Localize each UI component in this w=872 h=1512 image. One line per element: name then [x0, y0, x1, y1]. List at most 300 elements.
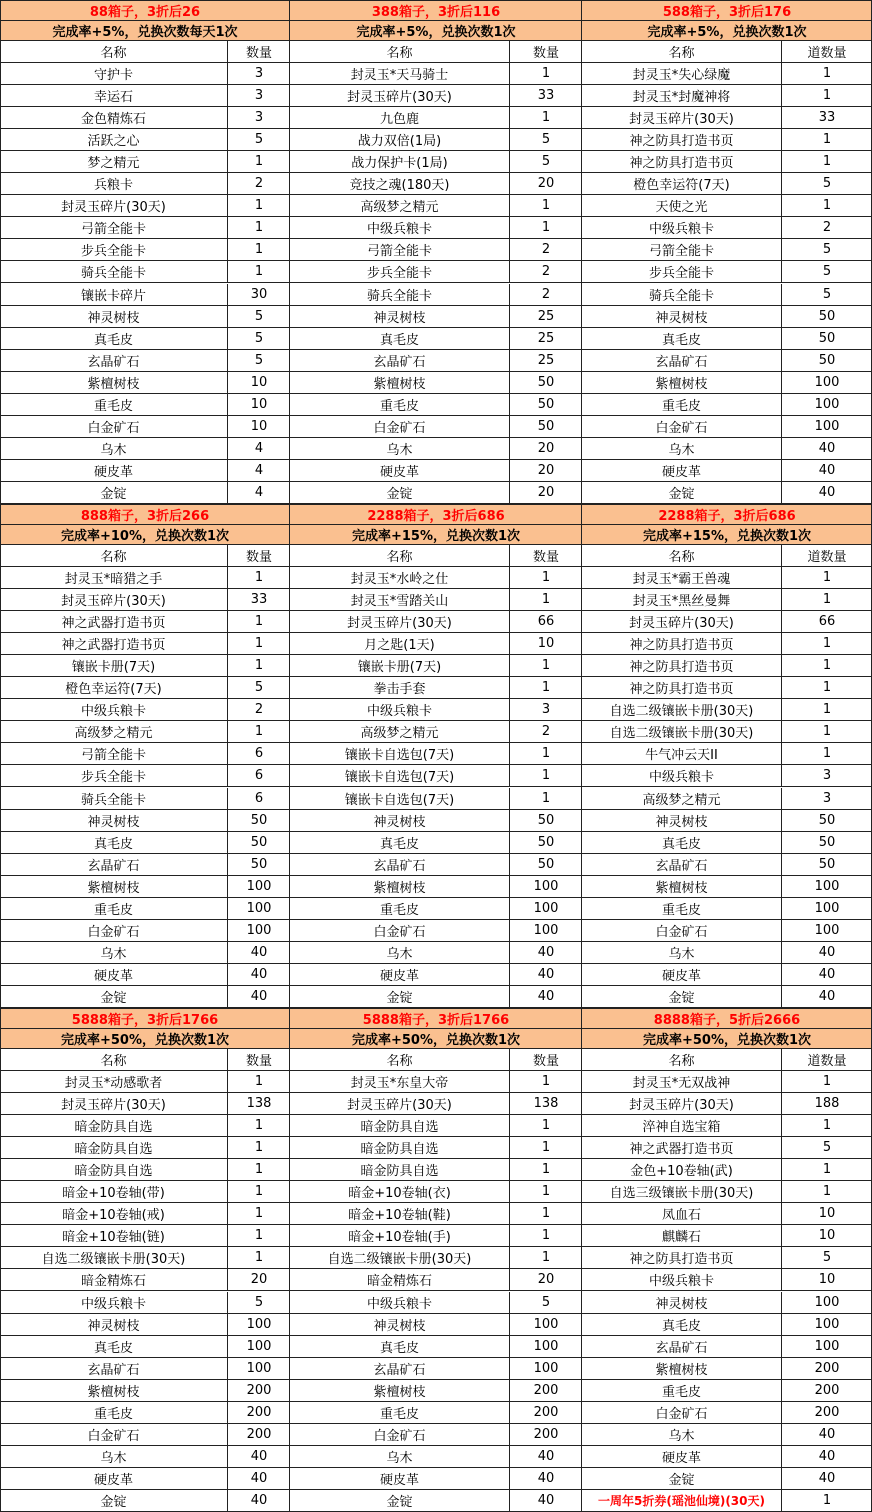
item-name: 淬神自选宝箱 [582, 1115, 782, 1136]
block-subtitle [582, 1029, 872, 1049]
header-qty: 道数量 [807, 1054, 847, 1069]
item-name: 玄晶矿石 [0, 854, 228, 875]
item-qty: 1 [541, 1206, 551, 1222]
item-name: 九色鹿 [290, 107, 510, 128]
item-name: 橙色幸运符(7天) [582, 173, 782, 194]
table-row [582, 942, 872, 964]
table-row [0, 655, 290, 677]
block-title-text: 88箱子，3折后26 [89, 4, 201, 20]
item-qty: 5 [822, 286, 832, 302]
table-row [0, 1071, 290, 1093]
item-name: 硬皮革 [582, 460, 782, 481]
table-row [0, 898, 290, 920]
item-qty: 5 [254, 352, 264, 368]
reward-block [582, 0, 872, 504]
item-qty: 1 [822, 570, 832, 586]
item-qty: 33 [818, 110, 836, 126]
table-row [290, 328, 582, 350]
item-qty: 5 [541, 132, 551, 148]
table-row [290, 107, 582, 129]
item-qty: 1 [822, 702, 832, 718]
table-row [0, 217, 290, 239]
block-subtitle-text: 完成率+5%，兑换次数每天1次 [52, 25, 238, 40]
header-name: 名称 [290, 545, 510, 566]
item-name: 镶嵌卡自选包(7天) [290, 788, 510, 809]
item-name: 重毛皮 [582, 1380, 782, 1401]
block-title-text: 388箱子，3折后116 [371, 4, 501, 20]
grid-horizontal-line [0, 0, 872, 1]
block-subtitle-text: 完成率+50%，兑换次数1次 [351, 1033, 521, 1048]
item-qty: 2 [541, 724, 551, 740]
table-row [0, 810, 290, 832]
item-qty: 2 [254, 176, 264, 192]
table-row [0, 633, 290, 655]
item-name: 神之防具打造书页 [582, 129, 782, 150]
item-name: 白金矿石 [290, 1424, 510, 1445]
item-name: 真毛皮 [582, 1314, 782, 1335]
item-name: 白金矿石 [582, 920, 782, 941]
item-qty: 100 [246, 1338, 272, 1354]
table-row [290, 1468, 582, 1490]
table-row [582, 438, 872, 460]
item-name: 重毛皮 [0, 1402, 228, 1423]
item-name: 暗金精炼石 [290, 1269, 510, 1290]
item-qty: 1 [822, 1162, 832, 1178]
table-row [582, 482, 872, 504]
table-row [0, 261, 290, 283]
table-row [0, 765, 290, 787]
item-name: 神灵树枝 [582, 1292, 782, 1313]
item-qty: 1 [254, 1206, 264, 1222]
item-name: 紫檀树枝 [0, 372, 228, 393]
item-qty: 1 [254, 1162, 264, 1178]
item-qty: 100 [814, 900, 840, 916]
table-row [0, 1225, 290, 1247]
table-row [0, 173, 290, 195]
item-name: 战力保护卡(1局) [290, 151, 510, 172]
table-row [290, 350, 582, 372]
table-row [582, 151, 872, 173]
item-name: 中级兵粮卡 [582, 765, 782, 786]
table-row [582, 677, 872, 699]
item-name: 天使之光 [582, 195, 782, 216]
item-qty: 100 [246, 922, 272, 938]
item-name: 真毛皮 [0, 328, 228, 349]
item-name: 白金矿石 [290, 416, 510, 437]
table-row [582, 107, 872, 129]
item-qty: 200 [246, 1404, 272, 1420]
block-subtitle-text: 完成率+15%，兑换次数1次 [642, 529, 812, 544]
item-qty: 6 [254, 746, 264, 762]
table-row [0, 589, 290, 611]
item-qty: 1 [822, 680, 832, 696]
table-row [290, 284, 582, 306]
table-row [0, 1115, 290, 1137]
table-row [582, 129, 872, 151]
item-qty: 25 [537, 352, 555, 368]
item-name: 暗金防具自选 [290, 1137, 510, 1158]
item-qty: 138 [533, 1096, 559, 1112]
table-row [582, 1181, 872, 1203]
item-qty: 40 [818, 484, 836, 500]
table-row [0, 239, 290, 261]
table-row [0, 942, 290, 964]
block-title [0, 0, 290, 21]
item-name: 神灵树枝 [0, 306, 228, 327]
table-row [290, 1159, 582, 1181]
table-row [290, 195, 582, 217]
item-name: 镶嵌卡自选包(7天) [290, 765, 510, 786]
item-qty: 1 [541, 790, 551, 806]
item-qty: 1 [822, 636, 832, 652]
table-row [582, 633, 872, 655]
block-title [582, 1008, 872, 1029]
item-qty: 1 [541, 1184, 551, 1200]
item-qty: 5 [541, 1294, 551, 1310]
table-row [290, 173, 582, 195]
table-row [582, 195, 872, 217]
block-title [290, 504, 582, 525]
item-name: 金锭 [0, 482, 228, 503]
item-name: 封灵玉碎片(30天) [0, 195, 228, 216]
table-row [0, 350, 290, 372]
table-row [0, 328, 290, 350]
item-qty: 66 [537, 614, 555, 630]
item-qty: 50 [250, 856, 268, 872]
item-name: 战力双倍(1局) [290, 129, 510, 150]
item-qty: 40 [250, 988, 268, 1004]
table-row [582, 788, 872, 810]
table-row [582, 416, 872, 438]
table-row [290, 1115, 582, 1137]
item-qty: 100 [533, 1338, 559, 1354]
item-qty: 5 [254, 1294, 264, 1310]
table-row [290, 832, 582, 854]
item-qty: 1 [541, 746, 551, 762]
item-name: 神灵树枝 [290, 1314, 510, 1335]
item-name: 乌木 [0, 438, 228, 459]
table-row [290, 1424, 582, 1446]
item-name: 玄晶矿石 [0, 350, 228, 371]
item-name: 中级兵粮卡 [0, 699, 228, 720]
table-row [290, 1358, 582, 1380]
item-name: 封灵玉*水岭之仕 [290, 567, 510, 588]
block-title [290, 1008, 582, 1029]
item-qty: 4 [254, 462, 264, 478]
item-name: 神之防具打造书页 [582, 677, 782, 698]
item-name: 玄晶矿石 [582, 1336, 782, 1357]
item-qty: 50 [537, 418, 555, 434]
item-qty: 3 [254, 110, 264, 126]
item-qty: 10 [250, 418, 268, 434]
item-name: 暗金防具自选 [290, 1159, 510, 1180]
table-row [290, 964, 582, 986]
block-title [290, 0, 582, 21]
item-name: 神之武器打造书页 [582, 1137, 782, 1158]
block-title-text: 2288箱子，3折后686 [367, 508, 505, 524]
table-row [0, 394, 290, 416]
table-row [582, 986, 872, 1008]
item-name: 暗金防具自选 [290, 1115, 510, 1136]
item-name: 乌木 [290, 942, 510, 963]
grid-horizontal-line [0, 1008, 872, 1009]
table-row [290, 699, 582, 721]
table-row [290, 788, 582, 810]
table-row [290, 1137, 582, 1159]
item-qty: 1 [822, 154, 832, 170]
table-row [290, 898, 582, 920]
table-row [0, 677, 290, 699]
table-row [582, 1071, 872, 1093]
item-name: 紫檀树枝 [0, 1380, 228, 1401]
table-row [582, 239, 872, 261]
table-row [290, 1247, 582, 1269]
table-row [0, 306, 290, 328]
table-row [290, 1181, 582, 1203]
item-name: 硬皮革 [0, 964, 228, 985]
item-name: 镶嵌卡册(7天) [290, 655, 510, 676]
item-qty: 3 [254, 66, 264, 82]
item-name: 自选二级镶嵌卡册(30天) [582, 721, 782, 742]
item-name: 硬皮革 [290, 964, 510, 985]
reward-block [290, 1008, 582, 1512]
table-row [0, 699, 290, 721]
column-header [290, 1049, 582, 1071]
item-name: 玄晶矿石 [290, 350, 510, 371]
table-row [290, 306, 582, 328]
item-qty: 1 [254, 614, 264, 630]
table-row [0, 788, 290, 810]
item-qty: 100 [814, 1338, 840, 1354]
table-row [582, 1490, 872, 1512]
item-name: 紫檀树枝 [582, 372, 782, 393]
item-qty: 6 [254, 768, 264, 784]
table-row [582, 920, 872, 942]
item-qty: 1 [254, 1184, 264, 1200]
item-qty: 1 [822, 88, 832, 104]
item-name: 镶嵌卡碎片 [0, 284, 228, 305]
item-qty: 1 [822, 132, 832, 148]
block-subtitle [290, 21, 582, 41]
item-name: 真毛皮 [0, 832, 228, 853]
item-qty: 200 [814, 1382, 840, 1398]
item-name: 紫檀树枝 [290, 1380, 510, 1401]
item-name: 紫檀树枝 [0, 876, 228, 897]
item-name: 暗金精炼石 [0, 1269, 228, 1290]
header-qty: 数量 [245, 550, 272, 565]
item-name: 镶嵌卡册(7天) [0, 655, 228, 676]
table-row [290, 655, 582, 677]
item-qty: 1 [541, 768, 551, 784]
table-row [290, 567, 582, 589]
column-header [0, 545, 290, 567]
item-name: 暗金+10卷轴(手) [290, 1225, 510, 1246]
item-qty: 1 [254, 198, 264, 214]
item-name: 自选三级镶嵌卡册(30天) [582, 1181, 782, 1202]
table-row [582, 328, 872, 350]
item-qty: 1 [254, 570, 264, 586]
item-name: 封灵玉*失心绿魔 [582, 63, 782, 84]
item-qty: 50 [818, 330, 836, 346]
table-row [290, 239, 582, 261]
item-name: 神灵树枝 [582, 306, 782, 327]
block-subtitle [0, 525, 290, 545]
table-row [0, 1181, 290, 1203]
table-row [0, 107, 290, 129]
table-row [290, 372, 582, 394]
item-qty: 100 [533, 900, 559, 916]
table-row [0, 1380, 290, 1402]
table-row [582, 832, 872, 854]
item-qty: 40 [818, 440, 836, 456]
table-row [290, 416, 582, 438]
item-qty: 1 [541, 1162, 551, 1178]
item-name: 玄晶矿石 [0, 1358, 228, 1379]
table-row [582, 1468, 872, 1490]
item-name: 凤血石 [582, 1203, 782, 1224]
table-row [290, 765, 582, 787]
block-subtitle-text: 完成率+50%，兑换次数1次 [60, 1033, 230, 1048]
table-row [582, 1402, 872, 1424]
table-row [582, 567, 872, 589]
table-row [0, 832, 290, 854]
item-qty: 100 [533, 878, 559, 894]
item-name: 重毛皮 [582, 394, 782, 415]
table-row [0, 1269, 290, 1291]
item-name: 硬皮革 [582, 964, 782, 985]
table-row [582, 63, 872, 85]
item-name: 梦之精元 [0, 151, 228, 172]
item-qty: 25 [537, 308, 555, 324]
table-row [582, 854, 872, 876]
item-name: 封灵玉*雪踏关山 [290, 589, 510, 610]
table-row [0, 1137, 290, 1159]
item-name: 金锭 [290, 1490, 510, 1511]
block-subtitle [582, 525, 872, 545]
table-row [582, 1115, 872, 1137]
header-name: 名称 [0, 1049, 228, 1070]
table-row [582, 284, 872, 306]
item-qty: 1 [254, 724, 264, 740]
block-subtitle-text: 完成率+50%，兑换次数1次 [642, 1033, 812, 1048]
item-qty: 20 [537, 484, 555, 500]
item-qty: 1 [541, 66, 551, 82]
table-row [290, 1336, 582, 1358]
item-qty: 1 [254, 1074, 264, 1090]
item-name: 硬皮革 [582, 1446, 782, 1467]
item-qty: 1 [541, 1228, 551, 1244]
block-title [582, 504, 872, 525]
item-name: 乌木 [290, 438, 510, 459]
item-qty: 3 [254, 88, 264, 104]
item-qty: 4 [254, 440, 264, 456]
item-name: 乌木 [290, 1446, 510, 1467]
item-qty: 3 [822, 768, 832, 784]
item-qty: 4 [254, 484, 264, 500]
item-qty: 20 [537, 176, 555, 192]
column-header [290, 545, 582, 567]
item-name: 紫檀树枝 [290, 876, 510, 897]
item-name: 白金矿石 [0, 920, 228, 941]
item-name: 紫檀树枝 [582, 1358, 782, 1379]
item-name: 玄晶矿石 [582, 350, 782, 371]
column-header [0, 1049, 290, 1071]
item-name: 神之武器打造书页 [0, 611, 228, 632]
block-title-text: 588箱子，3折后176 [662, 4, 792, 20]
item-name: 重毛皮 [0, 394, 228, 415]
item-qty: 5 [254, 330, 264, 346]
item-qty: 1 [254, 264, 264, 280]
item-qty: 50 [250, 834, 268, 850]
grid-vertical-line [0, 0, 1, 1512]
table-row [290, 743, 582, 765]
block-title [0, 1008, 290, 1029]
item-name: 中级兵粮卡 [290, 1292, 510, 1313]
table-row [0, 1402, 290, 1424]
item-name: 自选二级镶嵌卡册(30天) [582, 699, 782, 720]
item-qty: 2 [541, 286, 551, 302]
item-qty: 200 [533, 1426, 559, 1442]
item-name: 高级梦之精元 [290, 721, 510, 742]
table-row [582, 460, 872, 482]
item-qty: 1 [254, 242, 264, 258]
table-row [0, 1203, 290, 1225]
item-qty: 5 [254, 680, 264, 696]
item-name: 中级兵粮卡 [290, 217, 510, 238]
item-name: 弓箭全能卡 [290, 239, 510, 260]
table-row [582, 1159, 872, 1181]
table-row [290, 942, 582, 964]
item-name: 紫檀树枝 [582, 876, 782, 897]
item-name: 神灵树枝 [290, 810, 510, 831]
header-name: 名称 [290, 41, 510, 62]
item-qty: 50 [250, 812, 268, 828]
table-row [0, 85, 290, 107]
item-qty: 100 [246, 1360, 272, 1376]
item-name: 暗金防具自选 [0, 1137, 228, 1158]
item-qty: 50 [818, 308, 836, 324]
table-row [582, 1225, 872, 1247]
item-name: 暗金+10卷轴(鞋) [290, 1203, 510, 1224]
header-qty: 数量 [245, 1054, 272, 1069]
item-name: 封灵玉*封魔神将 [582, 85, 782, 106]
item-qty: 100 [533, 1316, 559, 1332]
header-qty: 数量 [532, 46, 559, 61]
header-name: 名称 [0, 545, 228, 566]
table-row [290, 986, 582, 1008]
item-qty: 1 [822, 724, 832, 740]
table-row [582, 1446, 872, 1468]
item-name: 镶嵌卡自选包(7天) [290, 743, 510, 764]
table-row [582, 876, 872, 898]
table-row [290, 1402, 582, 1424]
item-qty: 100 [814, 1294, 840, 1310]
item-qty: 10 [537, 636, 555, 652]
item-name: 紫檀树枝 [290, 372, 510, 393]
table-row [0, 567, 290, 589]
item-qty: 5 [822, 242, 832, 258]
table-row [582, 1247, 872, 1269]
item-qty: 66 [818, 614, 836, 630]
column-header [290, 41, 582, 63]
table-row [582, 350, 872, 372]
item-qty: 1 [254, 658, 264, 674]
block-title-text: 888箱子，3折后266 [80, 508, 210, 524]
table-row [290, 1071, 582, 1093]
item-name: 乌木 [582, 438, 782, 459]
table-row [0, 1424, 290, 1446]
reward-block [0, 504, 290, 1008]
